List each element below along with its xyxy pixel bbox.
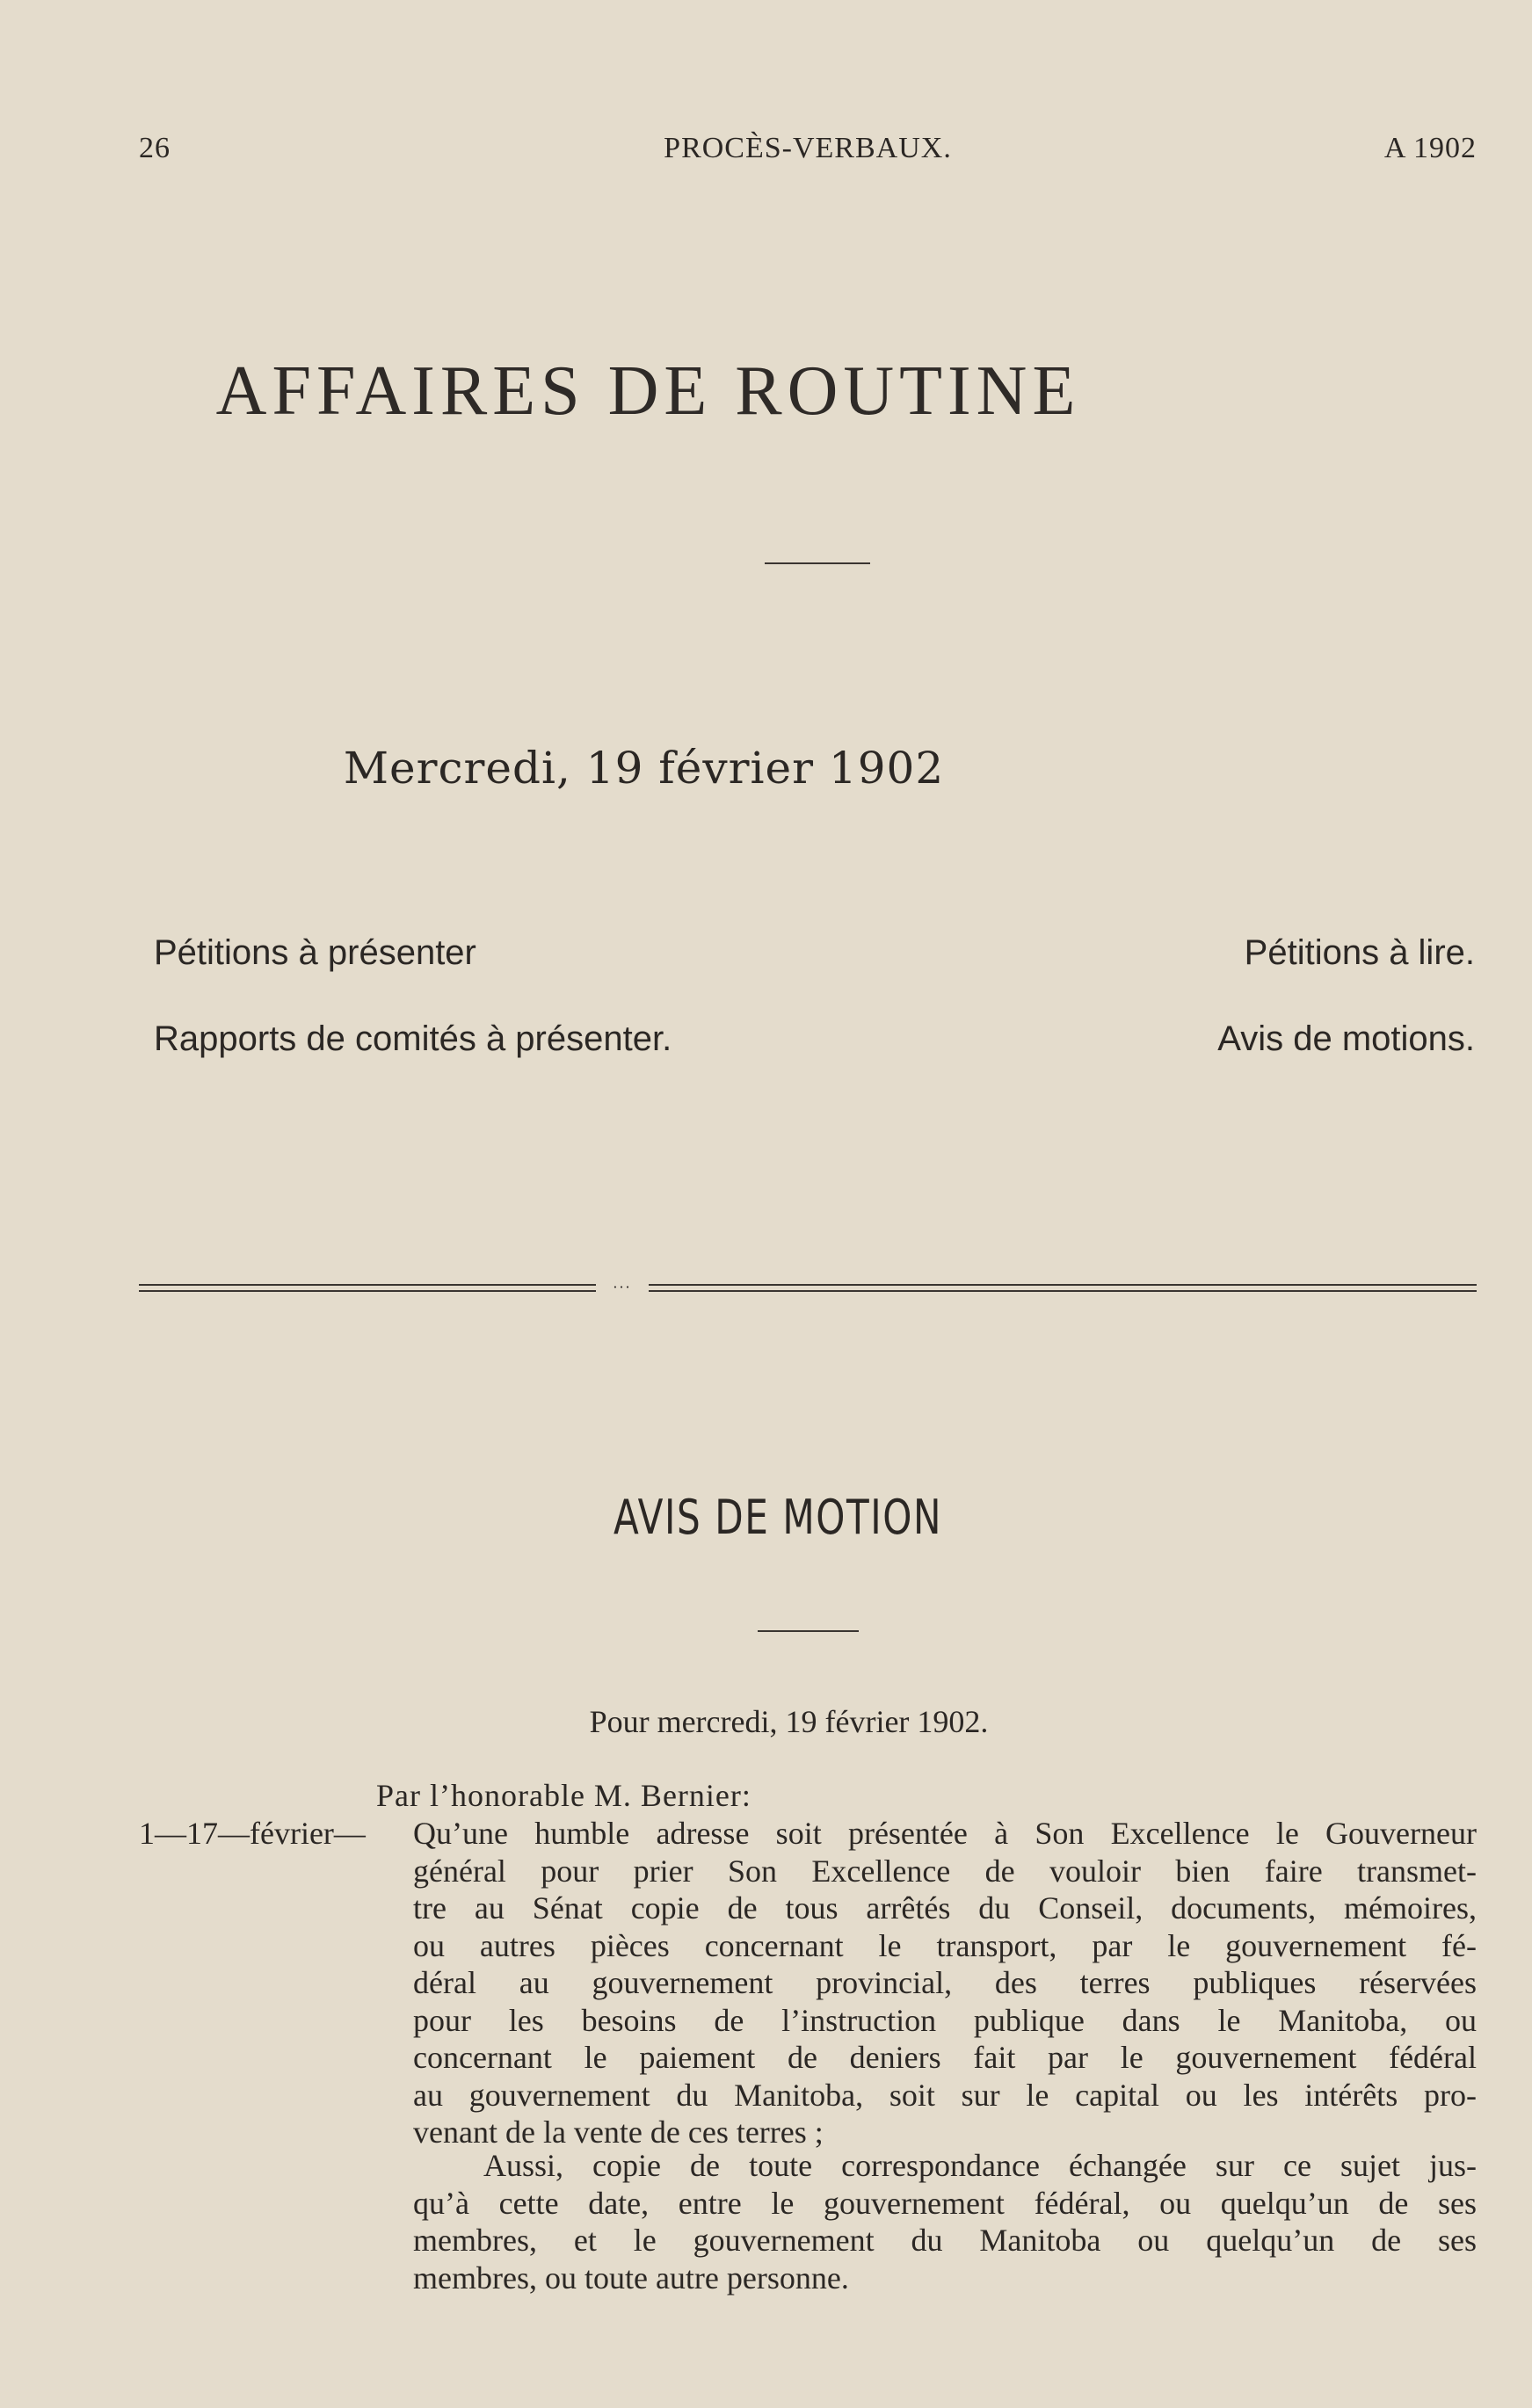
routine-petitions-lire: Pétitions à lire. bbox=[1244, 933, 1475, 972]
main-title: AFFAIRES DE ROUTINE bbox=[215, 352, 1081, 430]
aussi-line: Aussi, copie de toute correspondance échangée sur ce sujet jus- bbox=[483, 2148, 1477, 2183]
date-heading: Mercredi, 19 février 1902 bbox=[343, 743, 945, 794]
section-divider bbox=[139, 1279, 1477, 1295]
motion-line: déral au gouvernement provincial, des terres publiques réservées bbox=[413, 1965, 1477, 2000]
aussi-paragraph bbox=[413, 2147, 1477, 2296]
motion-number: 1—17—février— bbox=[139, 1816, 366, 1851]
routine-rapports-comites: Rapports de comités à présenter. bbox=[154, 1019, 672, 1058]
running-head bbox=[139, 132, 1477, 172]
running-title: PROCÈS-VERBAUX. bbox=[664, 132, 952, 164]
motion-line: au gouvernement du Manitoba, soit sur le capital ou les intérêts pro- bbox=[413, 2077, 1477, 2113]
section-rule bbox=[758, 1630, 859, 1632]
divider-ornament: ··· bbox=[596, 1279, 649, 1295]
routine-petitions-presenter: Pétitions à présenter bbox=[154, 933, 476, 972]
section-title: AVIS DE MOTION bbox=[613, 1490, 943, 1545]
motion-line: Qu’une humble adresse soit présentée à Son Excellence le Gouverneur bbox=[413, 1816, 1477, 1851]
byline: Par l’honorable M. Bernier: bbox=[376, 1778, 751, 1813]
aussi-line: qu’à cette date, entre le gouvernement fédéral, ou quelqu’un de ses bbox=[413, 2185, 1477, 2221]
motion-paragraph bbox=[413, 1815, 1477, 2151]
motion-line: pour les besoins de l’instruction publique dans le Manitoba, ou bbox=[413, 2002, 1477, 2038]
aussi-line: membres, et le gouvernement du Manitoba ou quelqu’un de ses bbox=[413, 2223, 1477, 2258]
motion-line: général pour prier Son Excellence de vouloir bien faire transmet- bbox=[413, 1853, 1477, 1889]
motion-line: ou autres pièces concernant le transport, par le gouvernement fé- bbox=[413, 1927, 1477, 1963]
motion-line: tre au Sénat copie de tous arrêtés du Conseil, documents, mémoires, bbox=[413, 1890, 1477, 1926]
motion-line: venant de la vente de ces terres ; bbox=[413, 2114, 824, 2150]
running-year: A 1902 bbox=[1383, 132, 1477, 164]
routine-avis-motions: Avis de motions. bbox=[1217, 1019, 1475, 1058]
aussi-line: membres, ou toute autre personne. bbox=[413, 2259, 849, 2296]
motion-line: concernant le paiement de deniers fait par le gouvernement fédéral bbox=[413, 2040, 1477, 2075]
page-number: 26 bbox=[139, 132, 171, 164]
for-date: Pour mercredi, 19 février 1902. bbox=[589, 1704, 989, 1739]
title-rule bbox=[765, 562, 870, 564]
